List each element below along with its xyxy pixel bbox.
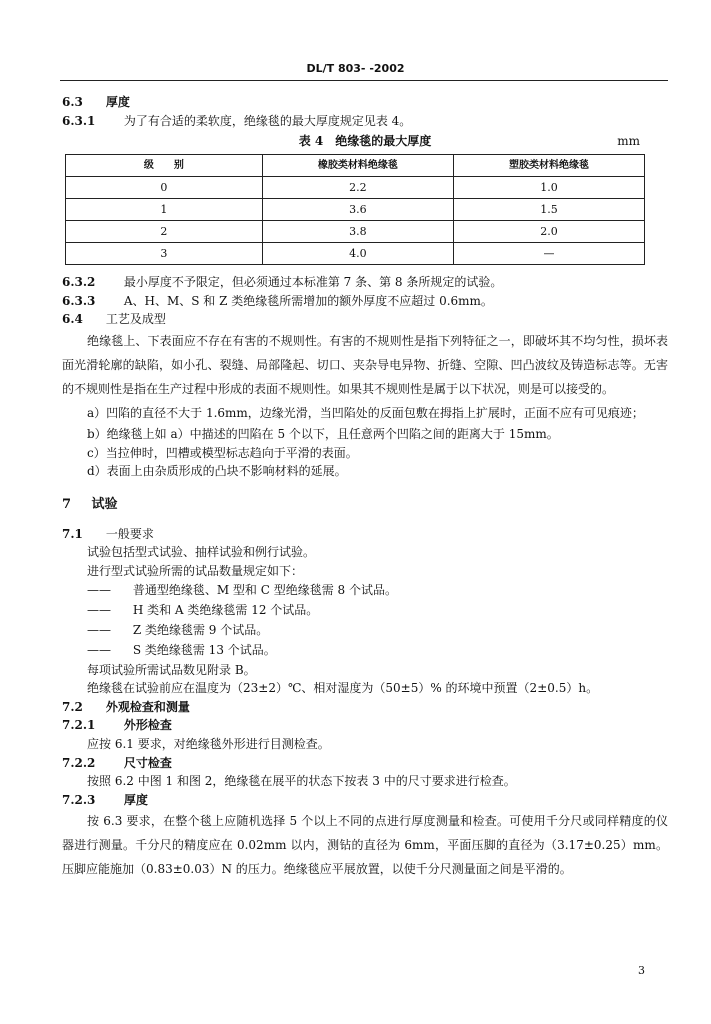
dash-mark: —— xyxy=(87,602,111,617)
section-title: 试验 xyxy=(91,496,118,512)
list-item-text: S 类绝缘毯需 13 个试品。 xyxy=(132,642,276,657)
list-item-text: Z 类绝缘毯需 9 个试品。 xyxy=(132,622,269,637)
list-item xyxy=(62,581,668,601)
list-item-text: 普通型绝缘毯、M 型和 C 型绝缘毯需 8 个试品。 xyxy=(132,582,398,597)
section-title: 一般要求 xyxy=(105,526,154,541)
table-row xyxy=(66,221,645,243)
section-7-2-3 xyxy=(62,791,668,810)
list-item-text: H 类和 A 类绝缘毯需 12 个试品。 xyxy=(132,602,319,617)
section-6-4 xyxy=(62,310,668,329)
paragraph-7-2-3: 按 6.3 要求，在整个毯上应随机选择 5 个以上不同的点进行厚度测量和检查。可使用千分尺或同样精度的仪器进行测量。千分尺的精度应在 0.02mm 以内，测钻的直径为 6mm，平面压脚的直径为（3.17±0.25）mm。压脚应能施加（0.83±0.03）N 的压力。绝缘毯应平展放置，以使千分尺测量面之间是平滑的。 xyxy=(62,814,668,877)
paragraph-7-1b: 进行型式试验所需的试品数量规定如下： xyxy=(87,564,304,579)
section-number: 7.2.3 xyxy=(62,792,96,807)
section-text: 最小厚度不予限定，但必须通过本标准第 7 条、第 8 条所规定的试验。 xyxy=(123,275,503,290)
section-number: 6.4 xyxy=(62,312,83,327)
section-text: A、H、M、S 和 Z 类绝缘毯所需增加的额外厚度不应超过 0.6mm。 xyxy=(123,293,493,308)
table-cell: 4.0 xyxy=(262,243,453,265)
section-number: 7.2.1 xyxy=(62,718,96,733)
section-6-3-2 xyxy=(62,273,668,292)
section-title: 工艺及成型 xyxy=(105,312,166,327)
paragraph-7-2-2: 按照 6.2 中图 1 和图 2，绝缘毯在展平的状态下按表 3 中的尺寸要求进行检查。 xyxy=(87,774,516,789)
table-cell: 1 xyxy=(66,199,263,221)
header-grade: 级 别 xyxy=(66,155,263,177)
section-6-3-3 xyxy=(62,292,668,311)
table-caption: 表 4 绝缘毯的最大厚度 xyxy=(298,134,432,149)
table-row xyxy=(66,199,645,221)
list-item xyxy=(62,601,668,621)
table-cell: 2.0 xyxy=(453,221,644,243)
table-row xyxy=(66,177,645,199)
section-number: 6.3.3 xyxy=(62,293,96,308)
dash-mark: —— xyxy=(87,622,111,637)
section-7-1 xyxy=(62,525,668,544)
table-row xyxy=(66,243,645,265)
list-item-b: b）绝缘毯上如 a）中描述的凹陷在 5 个以下，且任意两个凹陷之间的距离大于 15mm。 xyxy=(87,426,559,441)
section-title: 尺寸检查 xyxy=(123,755,172,770)
paragraph-6-4: 绝缘毯上、下表面应不存在有害的不规则性。有害的不规则性是指下列特征之一，即破坏其不均匀性，损坏表面光滑轮廓的缺陷，如小孔、裂缝、局部隆起、切口、夹杂导电异物、折缝、空隙、凹凸波纹及铸造标志等。无害的不规则性是指在生产过程中形成的表面不规则性。如果其不规则性是属于以下状况，则是可以接受的。 xyxy=(62,333,668,396)
section-number: 7.2.2 xyxy=(62,755,96,770)
list-item-d: d）表面上由杂质形成的凸块不影响材料的延展。 xyxy=(87,464,347,479)
list-item-a: a）凹陷的直径不大于 1.6mm，边缘光滑，当凹陷处的反面包敷在拇指上扩展时，正面不应有可见痕迹； xyxy=(87,405,644,420)
table-cell: 0 xyxy=(66,177,263,199)
table-cell: 2 xyxy=(66,221,263,243)
table-cell: 3 xyxy=(66,243,263,265)
page-number: 3 xyxy=(638,964,645,977)
section-7-2-2 xyxy=(62,754,668,773)
section-number: 6.3.1 xyxy=(62,113,96,128)
table-unit: mm xyxy=(617,134,640,149)
header-rule xyxy=(60,80,668,81)
section-number: 7 xyxy=(62,496,72,512)
table-cell: 3.6 xyxy=(262,199,453,221)
section-title: 厚度 xyxy=(123,792,148,807)
thickness-table xyxy=(65,154,645,265)
section-7-2 xyxy=(62,698,668,717)
section-number: 7.1 xyxy=(62,526,83,541)
table-cell: 1.5 xyxy=(453,199,644,221)
table-cell: — xyxy=(453,243,644,265)
table-cell: 1.0 xyxy=(453,177,644,199)
paragraph-7-1a: 试验包括型式试验、抽样试验和例行试验。 xyxy=(87,545,316,560)
list-item-c: c）当拉伸时，凹槽或模型标志趋向于平滑的表面。 xyxy=(87,445,358,460)
paragraph-7-1c: 每项试验所需试品数见附录 B。 xyxy=(87,662,256,677)
section-6-3 xyxy=(62,93,668,112)
section-7-2-1 xyxy=(62,716,668,735)
list-item xyxy=(62,621,668,641)
page-content xyxy=(62,93,668,881)
section-title: 外形检查 xyxy=(123,718,172,733)
section-title: 外观检查和测量 xyxy=(105,699,190,714)
section-6-3-1 xyxy=(62,112,668,131)
section-number: 6.3.2 xyxy=(62,275,96,290)
section-7 xyxy=(62,495,668,515)
paragraph-7-2-1: 应按 6.1 要求，对绝缘毯外形进行目测检查。 xyxy=(87,737,330,752)
header-plastic: 塑胶类材料绝缘毯 xyxy=(453,155,644,177)
section-text: 为了有合适的柔软度，绝缘毯的最大厚度规定见表 4。 xyxy=(123,113,412,128)
table-caption-row xyxy=(62,132,668,154)
section-title: 厚度 xyxy=(105,95,130,109)
section-number: 6.3 xyxy=(62,95,83,109)
paragraph-7-1d: 绝缘毯在试验前应在温度为（23±2）℃、相对湿度为（50±5）% 的环境中预置（2±0.5）h。 xyxy=(87,681,599,696)
section-number: 7.2 xyxy=(62,699,83,714)
header-rubber: 橡胶类材料绝缘毯 xyxy=(262,155,453,177)
table-cell: 3.8 xyxy=(262,221,453,243)
list-item xyxy=(62,641,668,661)
dash-mark: —— xyxy=(87,582,111,597)
running-header: DL/T 803- -2002 xyxy=(306,62,405,75)
table-cell: 2.2 xyxy=(262,177,453,199)
dash-mark: —— xyxy=(87,642,111,657)
table-header-row xyxy=(66,155,645,177)
